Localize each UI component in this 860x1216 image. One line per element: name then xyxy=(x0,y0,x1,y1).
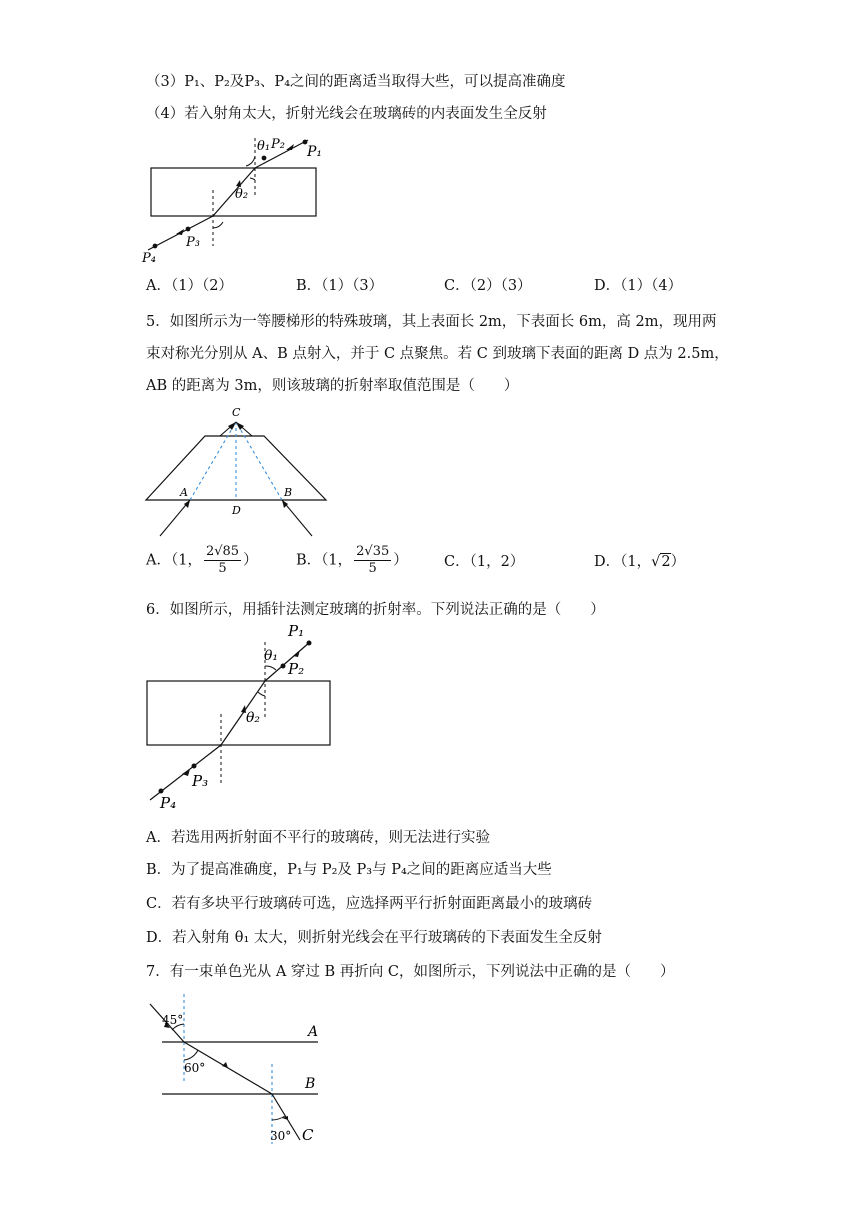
q6-option-c: C．若有多块平行玻璃砖可选，应选择两平行折射面距离最小的玻璃砖 xyxy=(146,896,593,912)
q7-fig-angle30: 30° xyxy=(270,1129,292,1143)
q5-fig-a: A xyxy=(180,486,188,499)
q4-fig-p4: P₄ xyxy=(142,251,156,266)
q6-fig-p1: P₁ xyxy=(288,622,305,640)
q7-fig-angle45: 45° xyxy=(162,1013,184,1027)
q5-option-a: A．（1， $\frac{2√85}{5}$ ） xyxy=(146,544,258,576)
q6-option-a: A．若选用两折射面不平行的玻璃砖，则无法进行实验 xyxy=(146,830,490,846)
q6-figure xyxy=(140,618,340,818)
q6-fig-p2: P₂ xyxy=(288,660,305,678)
q5-stem-line3: AB 的距离为 3m，则该玻璃的折射率取值范围是（ ） xyxy=(146,378,519,394)
q5-figure xyxy=(140,402,340,542)
q6-fig-theta2: θ₂ xyxy=(246,710,261,726)
q7-figure xyxy=(140,990,340,1150)
q7-fig-c: C xyxy=(302,1126,314,1144)
q7-fig-angle60: 60° xyxy=(184,1061,206,1075)
q5-stem-line1: 5．如图所示为一等腰梯形的特殊玻璃，其上表面长 2m，下表面长 6m，高 2m，现用两 xyxy=(146,314,717,330)
q5-option-d: D．（1，√2） xyxy=(594,554,686,570)
q4-fig-p2: P₂ xyxy=(271,137,285,152)
q4-fig-theta2: θ₂ xyxy=(235,187,249,202)
q4-option-d: D．（1）（4） xyxy=(594,278,683,294)
q7-fig-b: B xyxy=(305,1076,316,1092)
q5-stem-line2: 束对称光分别从 A、B 点射入，并于 C 点聚焦。若 C 到玻璃下表面的距离 D 点为 2.5m， xyxy=(146,346,729,362)
q7-fig-a: A xyxy=(308,1024,319,1040)
q4-fig-theta1: θ₁ xyxy=(257,139,271,154)
q5-fig-b: B xyxy=(284,486,293,499)
q5-option-b: B．（1， $\frac{2√35}{5}$ ） xyxy=(296,544,408,576)
q4-statement-4: （4）若入射角太大，折射光线会在玻璃砖的内表面发生全反射 xyxy=(146,106,547,122)
q4-option-b: B．（1）（3） xyxy=(296,278,384,294)
q6-stem: 6．如图所示，用插针法测定玻璃的折射率。下列说法正确的是（ ） xyxy=(146,602,605,618)
q5-fig-c: C xyxy=(232,406,241,419)
q4-option-c: C．（2）（3） xyxy=(444,278,532,294)
q5-option-c: C．（1，2） xyxy=(444,554,525,570)
q4-statement-3: （3）P₁、P₂及P₃、P₄之间的距离适当取得大些，可以提高准确度 xyxy=(146,74,566,90)
q6-option-b: B．为了提高准确度，P₁与 P₂及 P₃与 P₄之间的距离应适当大些 xyxy=(146,862,552,878)
q6-fig-p4: P₄ xyxy=(160,794,177,812)
q4-fig-p1: P₁ xyxy=(307,144,323,160)
q4-fig-p3: P₃ xyxy=(186,235,200,250)
q4-figure xyxy=(140,128,340,268)
q6-fig-p3: P₃ xyxy=(192,772,209,790)
q5-fig-d: D xyxy=(232,504,241,517)
q6-fig-theta1: θ₁ xyxy=(264,648,279,664)
q7-stem: 7．有一束单色光从 A 穿过 B 再折向 C，如图所示，下列说法中正确的是（ ） xyxy=(146,964,675,980)
q4-option-a: A．（1）（2） xyxy=(146,278,233,294)
q6-option-d: D．若入射角 θ₁ 太大，则折射光线会在平行玻璃砖的下表面发生全反射 xyxy=(146,930,602,946)
